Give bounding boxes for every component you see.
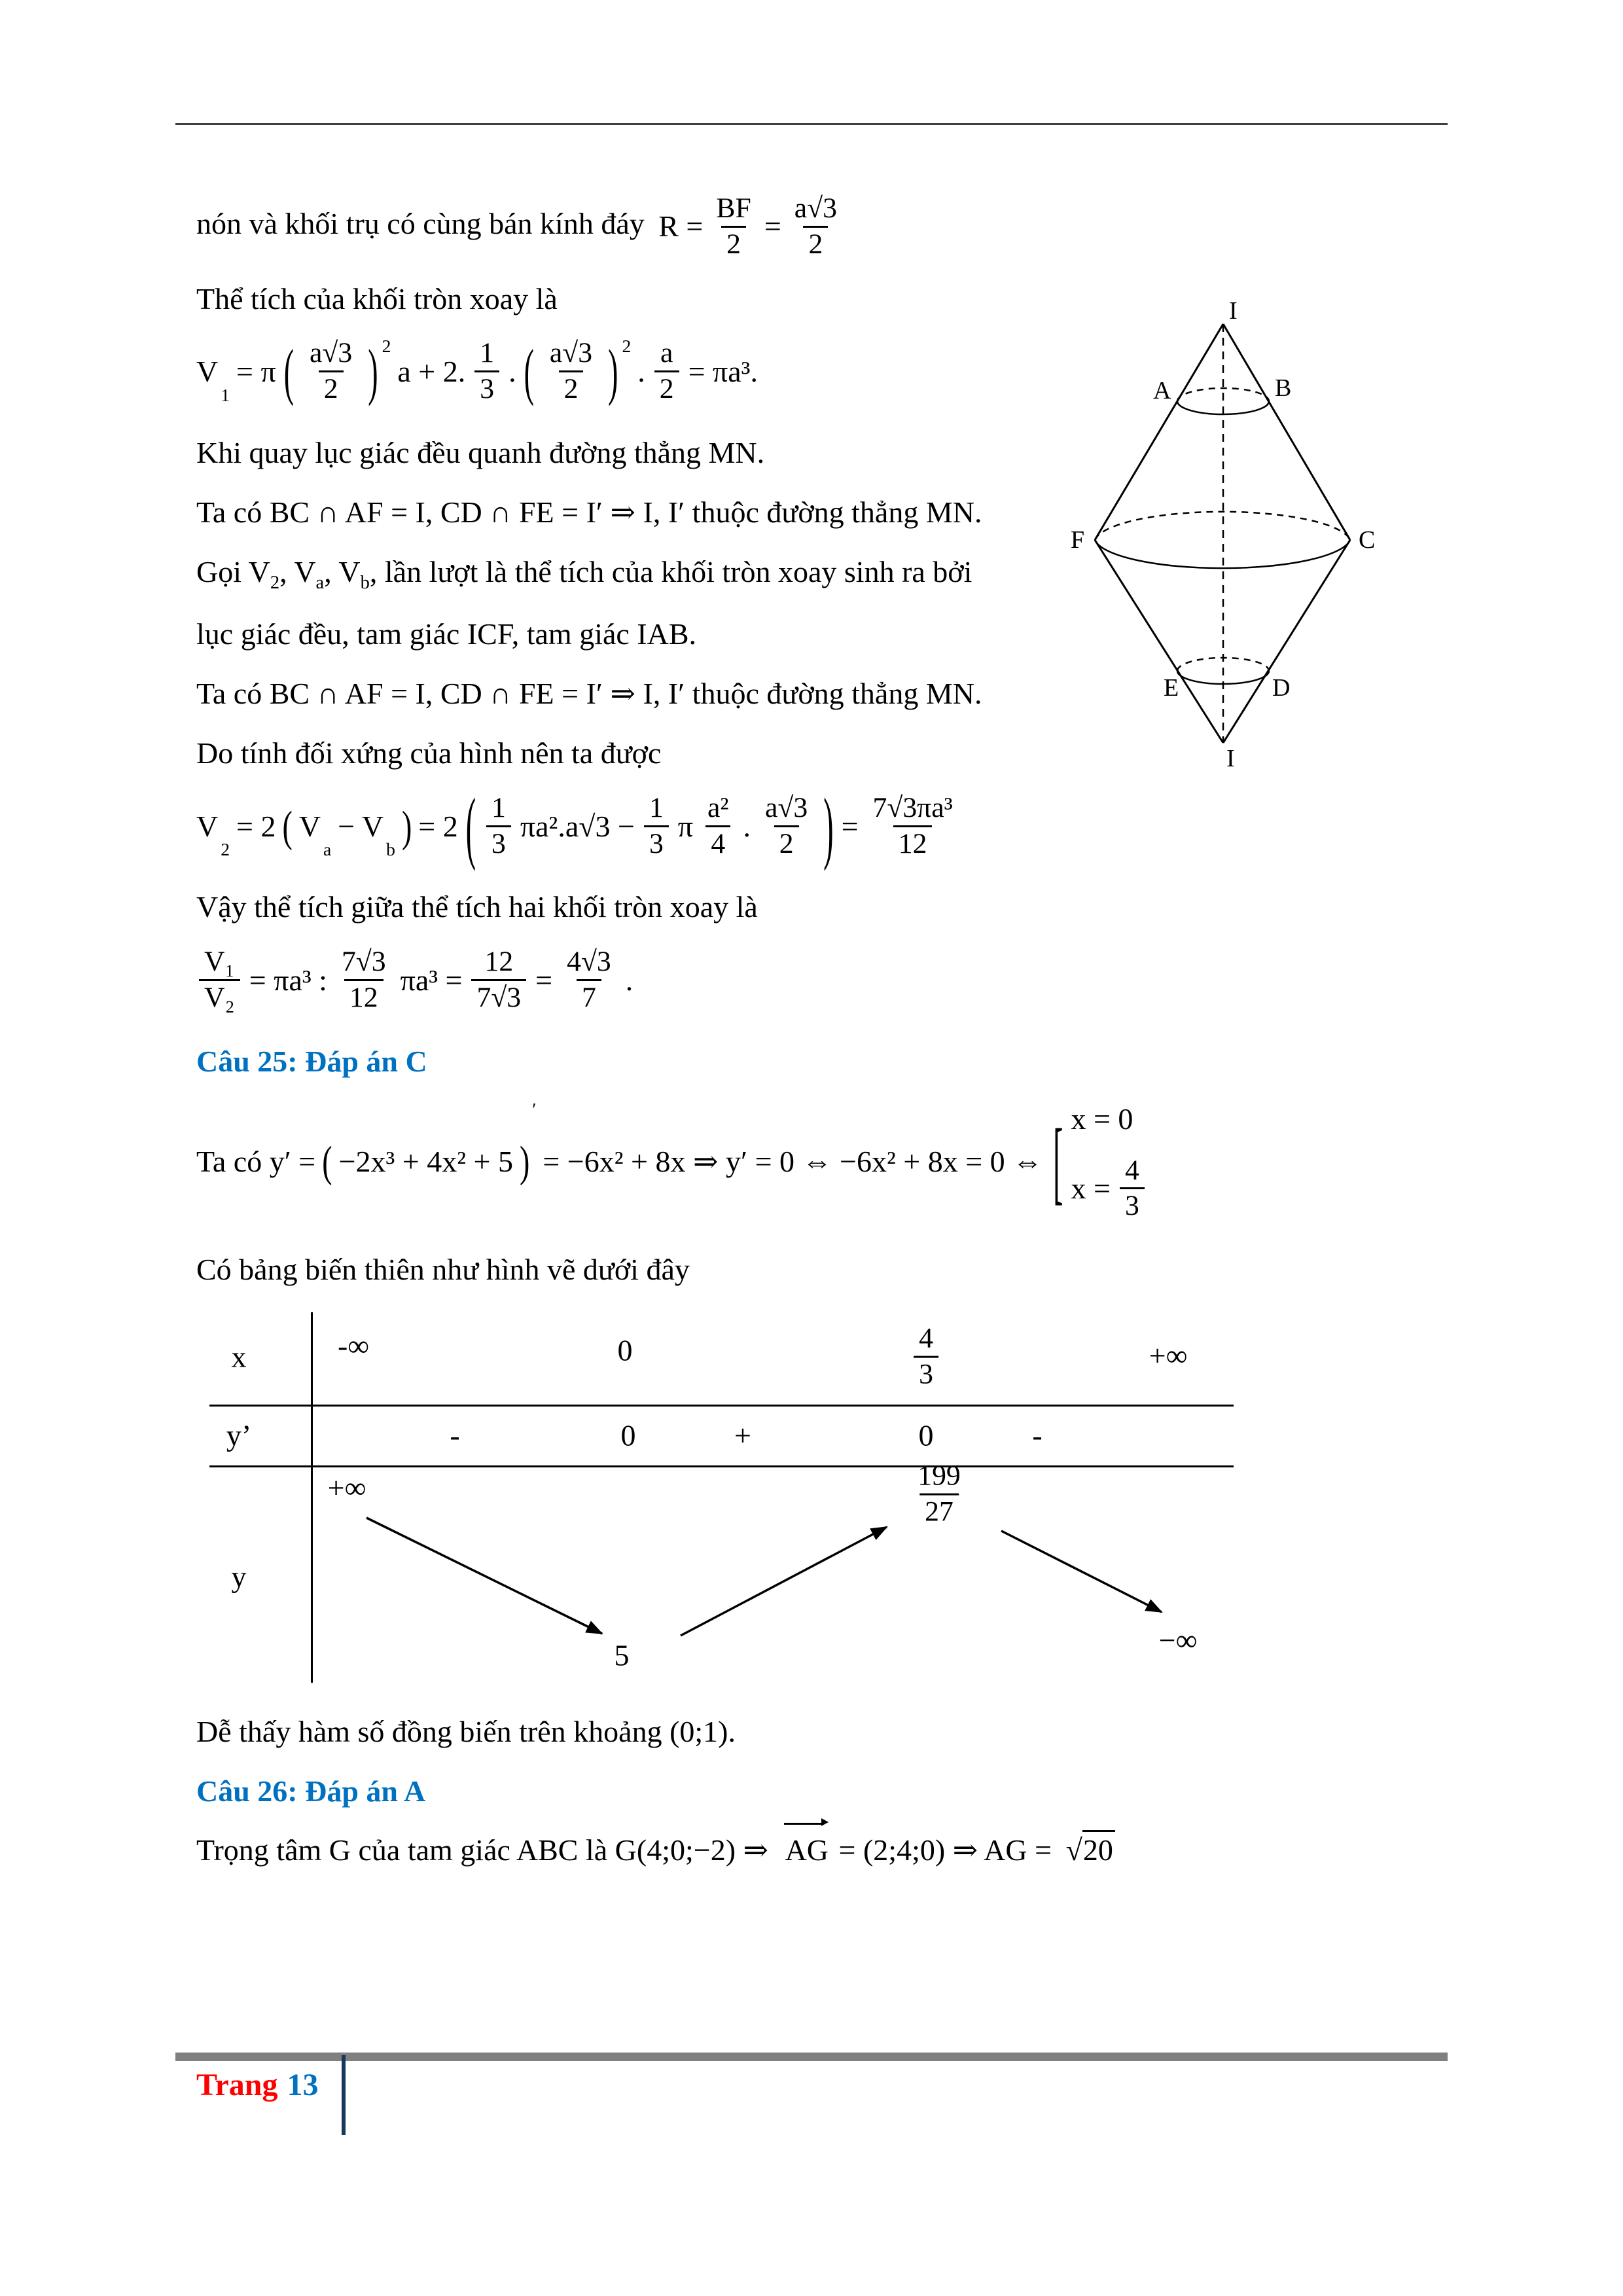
text: = (2;4;0) ⇒ AG = xyxy=(838,1833,1052,1867)
fraction xyxy=(562,947,616,1013)
math-token: = 2 xyxy=(236,809,276,843)
y-prime-zero: 0 xyxy=(918,1418,934,1452)
y-prime-sign: - xyxy=(1032,1418,1043,1452)
label-a: A xyxy=(1153,377,1171,404)
fraction xyxy=(486,793,511,859)
subscript: b xyxy=(386,839,395,860)
numerator: 4√3 xyxy=(567,946,611,978)
y-prime-zero: 0 xyxy=(620,1418,636,1452)
paren-open: ( xyxy=(524,336,534,407)
text-line: Vậy thể tích giữa thể tích hai khối tròn xoay là xyxy=(196,890,758,924)
math-token: −2x³ + 4x² + 5 xyxy=(338,1144,513,1178)
paren-close: ) xyxy=(823,781,834,871)
label-bottom-i: I xyxy=(1226,745,1235,772)
text-line xyxy=(196,1831,1374,1871)
denominator: 2 xyxy=(803,226,828,260)
text: , V xyxy=(324,554,361,588)
math-token: V xyxy=(298,809,321,843)
fraction xyxy=(760,793,813,859)
math-token: . xyxy=(625,963,633,997)
fraction xyxy=(471,947,526,1013)
numerator: 4 xyxy=(919,1322,933,1354)
table-label-y-prime: y’ xyxy=(226,1418,252,1452)
denominator: 7 xyxy=(577,979,601,1013)
decreasing-arrow xyxy=(366,1518,602,1634)
formula-derivative xyxy=(196,1098,1374,1222)
formula-v2 xyxy=(196,781,1374,871)
increasing-arrow xyxy=(681,1527,887,1636)
text-line xyxy=(196,194,1374,260)
paren-close: ) xyxy=(519,1137,530,1186)
text-line xyxy=(196,552,1374,596)
math-token: V xyxy=(196,809,219,843)
denominator: 4 xyxy=(705,825,730,859)
math-token: = π xyxy=(236,355,276,389)
label-d: D xyxy=(1272,674,1291,702)
radical-sign: √ xyxy=(1065,1833,1082,1867)
text: Gọi V xyxy=(196,554,270,588)
math-token: = xyxy=(764,209,781,243)
x-value: +∞ xyxy=(1149,1338,1188,1372)
y-prime-sign: - xyxy=(450,1418,460,1452)
text-line: Khi quay lục giác đều quanh đường thẳng MN. xyxy=(196,436,765,470)
cases-group xyxy=(1049,1102,1147,1222)
text-line: Thể tích của khối tròn xoay là xyxy=(196,281,558,315)
numerator: 199 xyxy=(918,1460,961,1492)
denominator: 3 xyxy=(644,825,669,859)
case-row xyxy=(1071,1156,1147,1222)
numerator: BF xyxy=(716,192,751,224)
math-token: x = xyxy=(1071,1172,1111,1206)
paren-close: ) xyxy=(401,802,412,850)
subscript: 1 xyxy=(221,385,230,406)
footer-label: Trang xyxy=(196,2068,278,2102)
denominator: 2 xyxy=(559,370,584,404)
numerator: 1 xyxy=(649,791,664,823)
fraction xyxy=(474,338,499,404)
fraction xyxy=(868,793,958,859)
fraction xyxy=(789,194,842,260)
math-token: Ta có y′ = xyxy=(196,1144,316,1178)
denominator: 3 xyxy=(914,1356,938,1390)
text-line: Ta có BC ∩ AF = I, CD ∩ FE = I′ ⇒ I, I′ thuộc đường thẳng MN. xyxy=(196,495,982,529)
cases-bracket: [ xyxy=(1053,1109,1063,1213)
paren-close: ) xyxy=(368,336,378,407)
inline-formula xyxy=(658,194,845,260)
y-prime-sign: + xyxy=(734,1418,751,1452)
numerator: 7√3πa³ xyxy=(872,791,953,823)
math-token: πa².a√3 − xyxy=(520,809,635,843)
fraction xyxy=(544,338,597,404)
subscript: a xyxy=(315,572,325,593)
denominator: 2 xyxy=(319,370,344,404)
decreasing-arrow xyxy=(1001,1531,1162,1612)
prime-superscript: ′ xyxy=(532,1098,537,1119)
y-minimum: 5 xyxy=(614,1638,630,1672)
numerator: a√3 xyxy=(549,337,593,369)
vector-ag: AG xyxy=(783,1831,831,1871)
numerator: 1 xyxy=(480,337,495,369)
math-token: . xyxy=(508,355,516,389)
text-line: Do tính đối xứng của hình nên ta được xyxy=(196,736,662,770)
math-token: V xyxy=(196,355,219,389)
math-token: = πa³ : xyxy=(249,963,327,997)
denominator: 2 xyxy=(654,370,679,404)
math-token: = −6x² + 8x ⇒ y′ = 0 ⇔ −6x² + 8x = 0 ⇔ xyxy=(543,1145,1043,1179)
text: , lần lượt là thể tích của khối tròn xoay sinh ra bởi xyxy=(369,554,972,588)
answer-heading-cau25: Câu 25: Đáp án C xyxy=(196,1044,427,1078)
fraction xyxy=(336,947,391,1013)
denominator: 2 xyxy=(721,226,746,260)
footer-page-number: 13 xyxy=(287,2068,319,2102)
numerator: a√3 xyxy=(310,337,353,369)
paren-close: ) xyxy=(608,336,618,407)
text-line: Ta có BC ∩ AF = I, CD ∩ FE = I′ ⇒ I, I′ thuộc đường thẳng MN. xyxy=(196,677,982,711)
numerator: 4 xyxy=(1124,1154,1139,1186)
fraction xyxy=(702,793,734,859)
paren-open: ( xyxy=(282,802,293,850)
paren-open: ( xyxy=(465,781,476,871)
text-line: Dễ thấy hàm số đồng biến trên khoảng (0;1). xyxy=(196,1715,736,1749)
numerator: a√3 xyxy=(765,791,808,823)
formula-v1 xyxy=(196,336,1374,407)
numerator: a√3 xyxy=(794,192,837,224)
fraction xyxy=(654,338,679,404)
math-token: = xyxy=(841,809,859,843)
exponent: 2 xyxy=(622,336,632,357)
fraction xyxy=(199,947,240,1013)
text: , V xyxy=(279,554,316,588)
table-label-x: x xyxy=(231,1340,247,1374)
radicand: 20 xyxy=(1082,1830,1115,1867)
denominator: 7√3 xyxy=(471,979,526,1013)
subscript: b xyxy=(360,572,370,593)
fraction xyxy=(304,338,357,404)
denominator: 3 xyxy=(486,825,511,859)
numerator: a xyxy=(660,337,673,369)
denominator: 3 xyxy=(1120,1187,1145,1221)
variation-table xyxy=(200,1310,1247,1686)
fraction xyxy=(644,793,669,859)
math-token: π xyxy=(677,809,694,843)
label-e: E xyxy=(1164,674,1179,702)
main-content xyxy=(196,194,1374,1890)
footer-vertical-line xyxy=(342,2055,346,2135)
label-f: F xyxy=(1071,526,1085,554)
fraction xyxy=(1120,1156,1145,1222)
y-limit: +∞ xyxy=(327,1471,366,1505)
cases xyxy=(1064,1102,1147,1222)
numerator: a² xyxy=(707,791,729,823)
label-b: B xyxy=(1275,374,1292,402)
numerator: V₁ xyxy=(204,946,235,978)
subscript: 2 xyxy=(270,572,280,593)
x-value: -∞ xyxy=(337,1329,370,1363)
y-limit: −∞ xyxy=(1158,1623,1198,1657)
exponent: 2 xyxy=(382,336,391,357)
paren-open: ( xyxy=(283,336,294,407)
text-line: lục giác đều, tam giác ICF, tam giác IAB. xyxy=(196,617,697,651)
top-rule xyxy=(175,123,1448,125)
subscript: a xyxy=(323,839,332,860)
denominator: 12 xyxy=(344,979,383,1013)
math-token: πa³ = xyxy=(400,963,463,997)
label-top-i: I xyxy=(1229,297,1238,325)
math-token: a + 2. xyxy=(397,355,466,389)
table-label-y: y xyxy=(231,1560,247,1594)
denominator: 3 xyxy=(474,370,499,404)
numerator: 12 xyxy=(484,946,514,978)
numerator: 1 xyxy=(491,791,506,823)
fraction xyxy=(711,194,756,260)
answer-heading-cau26: Câu 26: Đáp án A xyxy=(196,1774,426,1808)
math-token: = πa³. xyxy=(688,355,758,389)
x-value: 0 xyxy=(617,1333,633,1367)
text-line: Có bảng biến thiên như hình vẽ dưới đây xyxy=(196,1253,690,1287)
denominator: V₂ xyxy=(199,979,240,1013)
math-token: . xyxy=(637,355,645,389)
footer-text xyxy=(196,2067,318,2103)
numerator: 7√3 xyxy=(341,946,386,978)
monotonicity-arrows xyxy=(200,1310,1247,1686)
text: Trọng tâm G của tam giác ABC là G(4;0;−2) ⇒ xyxy=(196,1833,769,1867)
math-token: − V xyxy=(338,809,384,843)
denominator: 12 xyxy=(893,825,933,859)
math-token: . xyxy=(743,809,751,843)
paren-open: ( xyxy=(322,1137,332,1186)
footer-bar xyxy=(175,2053,1448,2061)
denominator: 2 xyxy=(774,825,799,859)
math-token: = 2 xyxy=(418,809,458,843)
case-row: x = 0 xyxy=(1071,1102,1133,1136)
label-c: C xyxy=(1359,526,1376,554)
text: nón và khối trụ có cùng bán kính đáy xyxy=(196,206,645,240)
formula-ratio xyxy=(196,947,1374,1013)
subscript: 2 xyxy=(221,839,230,860)
denominator: 27 xyxy=(919,1494,959,1528)
math-token: R = xyxy=(658,209,704,243)
math-token: = xyxy=(535,963,553,997)
